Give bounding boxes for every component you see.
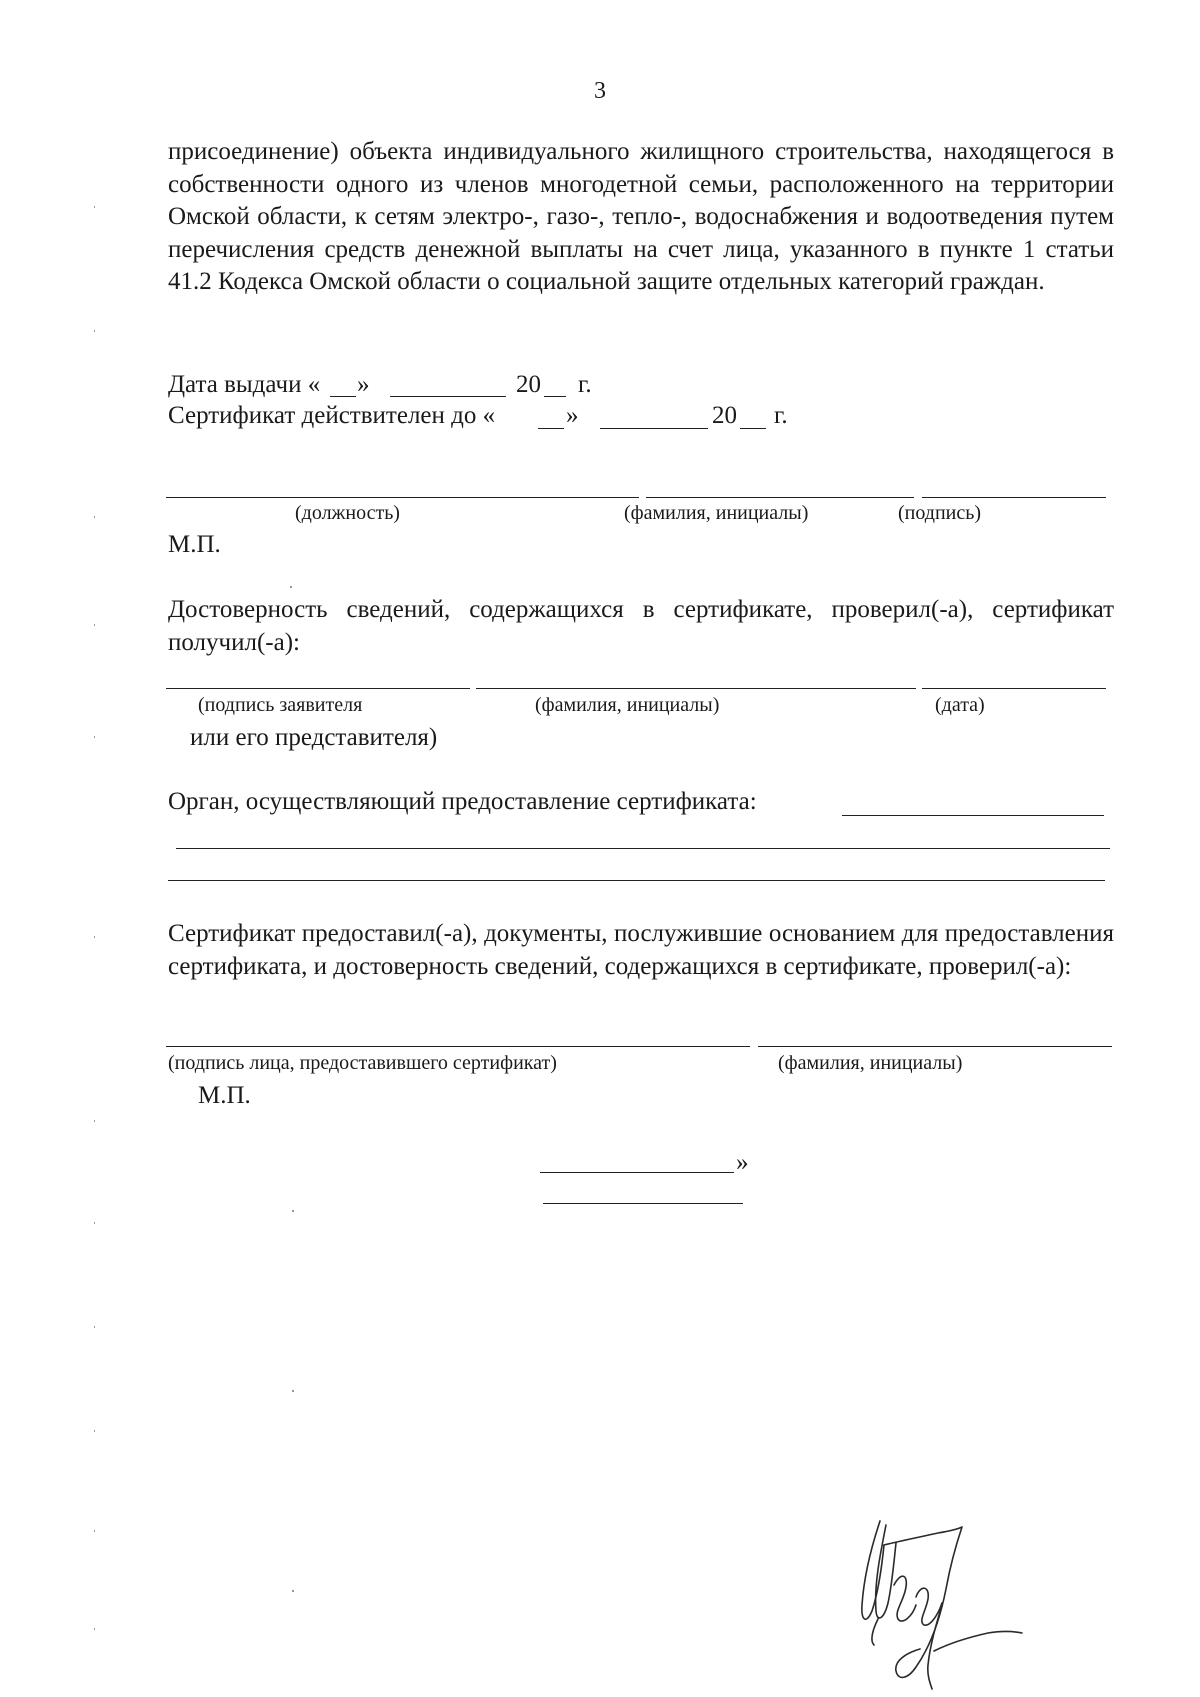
issue-year-blank[interactable] bbox=[544, 396, 566, 397]
scan-dot bbox=[94, 736, 95, 738]
caption-provider-signature: (подпись лица, предоставившего сертификат) bbox=[168, 1052, 557, 1074]
valid-day-blank[interactable] bbox=[538, 428, 564, 429]
scan-dot bbox=[94, 516, 95, 518]
authority-line-1[interactable] bbox=[842, 815, 1104, 816]
caption-applicant-name: (фамилия, инициалы) bbox=[535, 694, 720, 716]
closing-line-1 bbox=[540, 1172, 734, 1173]
issue-year-suffix: г. bbox=[578, 371, 592, 398]
valid-month-blank[interactable] bbox=[600, 428, 708, 429]
scan-dot bbox=[292, 1390, 294, 1392]
issue-month-blank[interactable] bbox=[390, 396, 506, 397]
scan-dot bbox=[94, 1430, 95, 1432]
valid-until-close-quote: » bbox=[566, 402, 579, 429]
issue-day-blank[interactable] bbox=[330, 396, 356, 397]
scan-dot bbox=[292, 1210, 294, 1212]
scan-dot bbox=[94, 1628, 95, 1630]
stamp-placeholder: М.П. bbox=[168, 531, 221, 558]
caption-signature: (подпись) bbox=[898, 502, 982, 524]
authority-line-3[interactable] bbox=[168, 880, 1105, 881]
scan-dot bbox=[94, 624, 95, 626]
issue-date-close-quote: » bbox=[357, 371, 370, 398]
scan-dot bbox=[94, 330, 95, 332]
scan-dot bbox=[94, 1530, 95, 1532]
caption-applicant-representative: или его представителя) bbox=[190, 724, 438, 751]
caption-applicant-signature: (подпись заявителя bbox=[198, 694, 363, 716]
valid-year-blank[interactable] bbox=[740, 428, 766, 429]
scan-dot bbox=[290, 586, 292, 588]
name-line[interactable] bbox=[646, 497, 914, 498]
issue-year-prefix: 20 bbox=[516, 371, 541, 398]
handwritten-signature bbox=[820, 1515, 1030, 1690]
caption-name: (фамилия, инициалы) bbox=[624, 502, 809, 524]
scan-dot bbox=[94, 1326, 95, 1328]
valid-year-suffix: г. bbox=[774, 402, 788, 429]
caption-position: (должность) bbox=[295, 502, 400, 524]
provider-signature-line[interactable] bbox=[166, 1046, 750, 1047]
caption-provider-name: (фамилия, инициалы) bbox=[778, 1052, 963, 1074]
issue-date-label: Дата выдачи « bbox=[168, 371, 321, 398]
provider-name-line[interactable] bbox=[758, 1046, 1112, 1047]
position-line[interactable] bbox=[166, 497, 639, 498]
authority-label: Орган, осуществляющий предоставление сертификата: bbox=[168, 788, 757, 815]
scan-dot bbox=[94, 936, 95, 938]
signature-line[interactable] bbox=[922, 497, 1106, 498]
provider-stamp-placeholder: М.П. bbox=[198, 1082, 251, 1109]
scan-dot bbox=[94, 1120, 95, 1122]
verification-paragraph: Достоверность сведений, содержащихся в сертификате, проверил(-а), сертификат получил(-а): bbox=[168, 596, 1114, 656]
closing-line-2 bbox=[543, 1203, 743, 1204]
applicant-signature-line[interactable] bbox=[166, 688, 470, 689]
receipt-date-line[interactable] bbox=[922, 688, 1106, 689]
closing-quote: » bbox=[736, 1149, 749, 1176]
intro-paragraph: присоединение) объекта индивидуального жилищного строительства, находящегося в собственности одного из членов многодетной семьи, расположенного на территории Омской области, к сетям электро-, газо-, тепло-, водоснабжения и водоотведения путем перечисления средств денежной выплаты на счет лица, указанного в пункте 1 статьи 41.2 Кодекса Омской области о социальной защите отдельных категорий граждан. bbox=[168, 138, 1114, 296]
valid-year-prefix: 20 bbox=[712, 402, 737, 429]
scan-dot bbox=[94, 206, 95, 208]
scan-dot bbox=[292, 1590, 294, 1592]
provider-paragraph: Сертификат предоставил(-а), документы, послужившие основанием для предоставления сертификата, и достоверность сведений, содержащихся в сертификате, проверил(-а): bbox=[168, 920, 1114, 980]
caption-receipt-date: (дата) bbox=[935, 694, 985, 716]
valid-until-label: Сертификат действителен до « bbox=[168, 402, 496, 429]
page-number: 3 bbox=[594, 78, 606, 104]
scan-dot bbox=[94, 1222, 95, 1224]
authority-line-2[interactable] bbox=[176, 848, 1110, 849]
applicant-name-line[interactable] bbox=[476, 688, 916, 689]
